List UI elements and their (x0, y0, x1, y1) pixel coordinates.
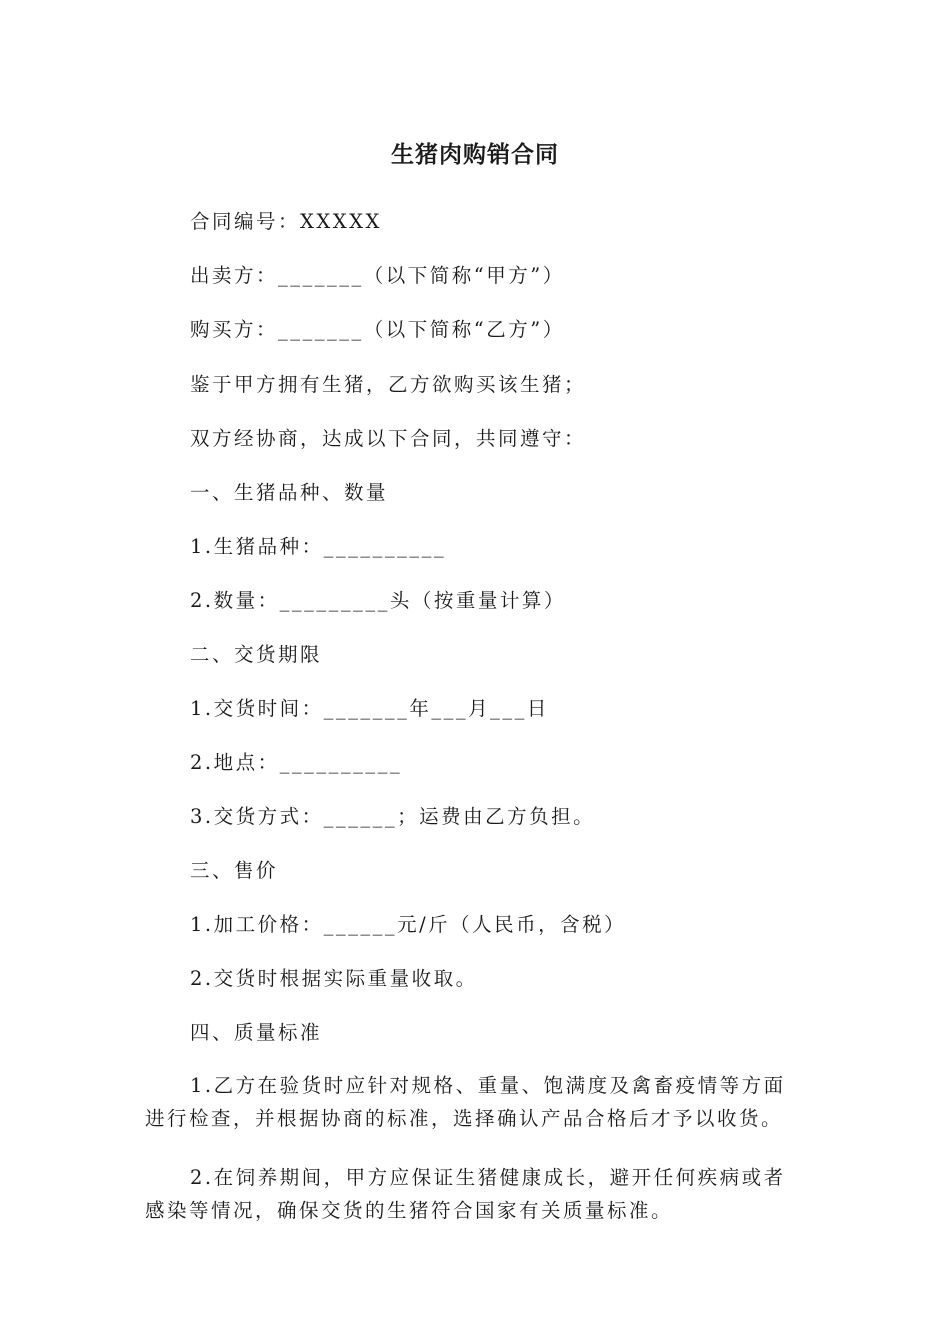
clause-1-1: 1.生猪品种：__________ (190, 535, 447, 558)
clause-4-2: 2.在饲养期间，甲方应保证生猪健康成长，避开任何疾病或者感染等情况，确保交货的生猪符合国家有关质量标准。 (145, 1166, 786, 1222)
section-heading-1: 一、生猪品种、数量 (190, 481, 389, 504)
clause-3-1: 1.加工价格：______元/斤（人民币，含税） (190, 913, 627, 936)
clause-2-1: 1.交货时间：_______年___月___日 (190, 697, 549, 720)
buyer-line: 购买方：_______（以下简称“乙方”） (190, 318, 565, 341)
clause-4-1: 1.乙方在验货时应针对规格、重量、饱满度及禽畜疫情等方面进行检查，并根据协商的标准，选择确认产品合格后才予以收货。 (145, 1074, 786, 1130)
recital-line: 鉴于甲方拥有生猪，乙方欲购买该生猪； (190, 373, 587, 396)
seller-line: 出卖方：_______（以下简称“甲方”） (190, 264, 565, 287)
clause-3-2: 2.交货时根据实际重量收取。 (190, 967, 478, 990)
agreement-line: 双方经协商，达成以下合同，共同遵守： (190, 427, 587, 450)
document-title: 生猪肉购销合同 (391, 142, 559, 168)
clause-2-3: 3.交货方式：______；运费由乙方负担。 (190, 805, 596, 828)
contract-number: 合同编号：XXXXX (190, 210, 382, 233)
section-heading-3: 三、售价 (190, 859, 279, 882)
section-heading-4: 四、质量标准 (190, 1021, 323, 1044)
section-heading-2: 二、交货期限 (190, 643, 323, 666)
clause-1-2: 2.数量：_________头（按重量计算） (190, 589, 566, 612)
clause-2-2: 2.地点：__________ (190, 751, 403, 774)
